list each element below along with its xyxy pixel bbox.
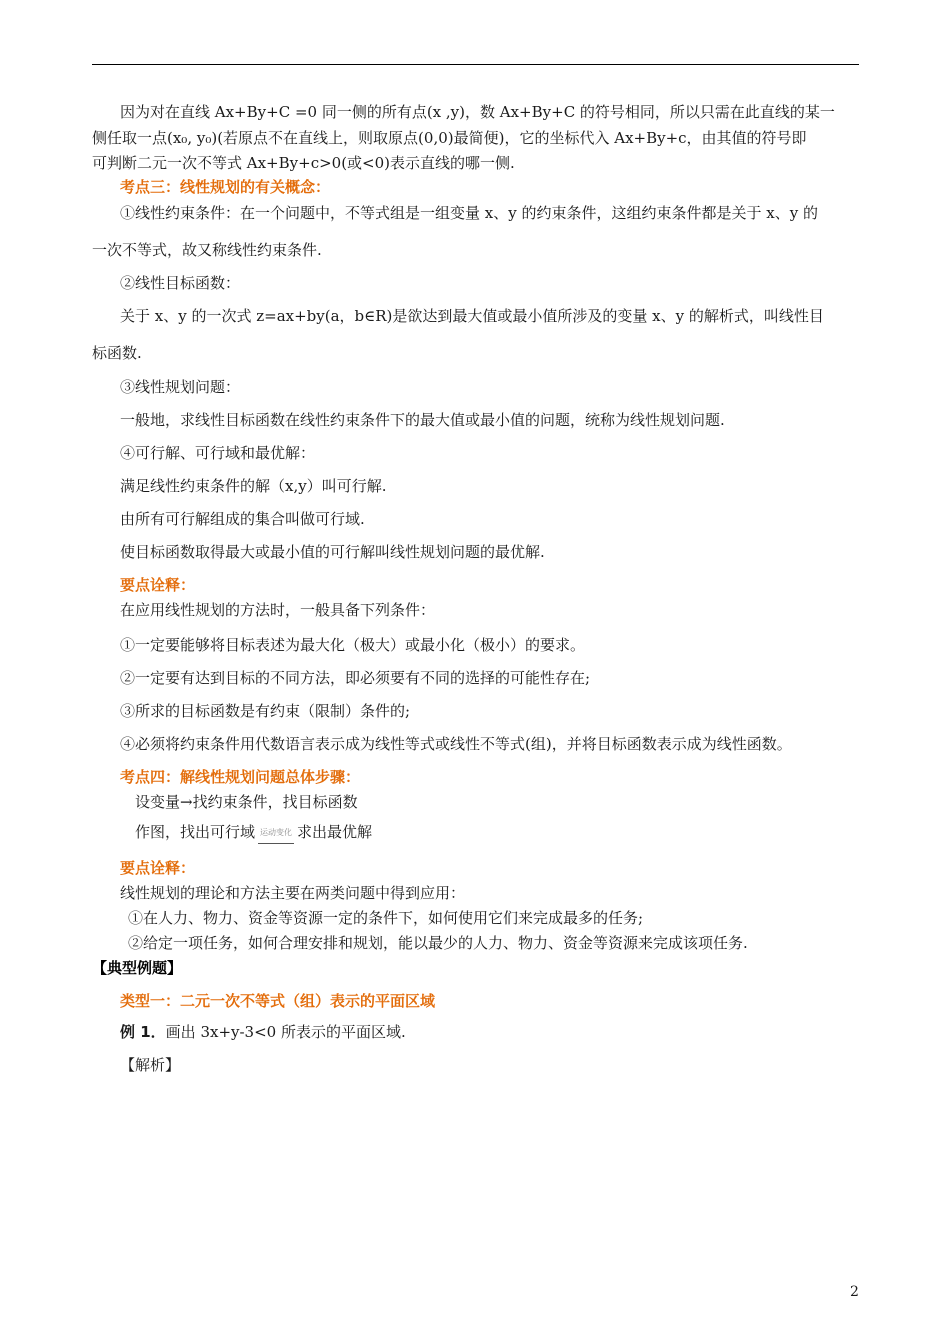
kp4-step2-b: 求出最优解	[297, 823, 373, 841]
examples-heading: 【典型例题】	[92, 959, 183, 977]
kp3-item4-line2: 由所有可行解组成的集合叫做可行域.	[120, 510, 365, 528]
para1-line1: 因为对在直线 Ax+By+C =0 同一侧的所有点(x ,y)，数 Ax+By+C 的符号相同，所以只需在此直线的某一	[120, 103, 835, 121]
note2-intro: 线性规划的理论和方法主要在两类问题中得到应用：	[120, 884, 466, 902]
kp3-item3-title: ③线性规划问题：	[120, 378, 241, 396]
kp3-item1-line2: 一次不等式，故又称线性约束条件.	[92, 241, 322, 259]
kp4-heading: 考点四：解线性规划问题总体步骤：	[120, 768, 361, 786]
type1-heading: 类型一：二元一次不等式（组）表示的平面区域	[120, 992, 436, 1010]
note1-c3: ③所求的目标函数是有约束（限制）条件的;	[120, 702, 411, 720]
example1-label: 例 1．	[120, 1023, 166, 1041]
kp4-step1: 设变量→找约束条件，找目标函数	[135, 793, 358, 811]
note1-c4: ④必须将约束条件用代数语言表示成为线性等式或线性不等式(组)，并将目标函数表示成为线性函数。	[120, 735, 792, 753]
note1-c2: ②一定要有达到目标的不同方法，即必须要有不同的选择的可能性存在;	[120, 669, 591, 687]
example1-text: 画出 3x+y-3<0 所表示的平面区域.	[165, 1023, 406, 1041]
kp3-item1-line1: ①线性约束条件：在一个问题中，不等式组是一组变量 x、y 的约束条件，这组约束条件都是关于 x、y 的	[120, 204, 818, 222]
note1-heading: 要点诠释：	[120, 576, 196, 594]
analysis-label: 【解析】	[120, 1056, 181, 1074]
kp3-item4-line3: 使目标函数取得最大或最小值的可行解叫线性规划问题的最优解.	[120, 543, 545, 561]
kp3-item4-line1: 满足线性约束条件的解（x,y）叫可行解.	[120, 477, 387, 495]
kp3-heading: 考点三：线性规划的有关概念：	[120, 178, 331, 196]
header-rule	[92, 64, 859, 65]
kp4-step2	[135, 822, 372, 844]
note1-intro: 在应用线性规划的方法时，一般具备下列条件：	[120, 601, 436, 619]
note2-a1: ①在人力、物力、资金等资源一定的条件下，如何使用它们来完成最多的任务;	[128, 909, 644, 927]
note1-c1: ①一定要能够将目标表述为最大化（极大）或最小化（极小）的要求。	[120, 636, 586, 654]
para1-line2: 侧任取一点(x₀, y₀)(若原点不在直线上，则取原点(0,0)最简便)，它的坐标代入 Ax+By+c，由其值的符号即	[92, 129, 807, 147]
example1	[120, 1022, 406, 1042]
kp3-item4-title: ④可行解、可行域和最优解：	[120, 444, 316, 462]
kp4-step2-a: 作图，找出可行域	[135, 823, 256, 841]
kp4-step2-tag: 运动变化	[258, 823, 294, 844]
kp3-item2-title: ②线性目标函数：	[120, 274, 241, 292]
page-number: 2	[850, 1284, 859, 1300]
kp3-item3-line1: 一般地，求线性目标函数在线性约束条件下的最大值或最小值的问题，统称为线性规划问题.	[120, 411, 725, 429]
kp3-item2-line1: 关于 x、y 的一次式 z=ax+by(a，b∈R)是欲达到最大值或最小值所涉及的变量 x、y 的解析式，叫线性目	[120, 307, 824, 325]
note2-a2: ②给定一项任务，如何合理安排和规划，能以最少的人力、物力、资金等资源来完成该项任务.	[128, 934, 748, 952]
kp3-item2-line2: 标函数.	[92, 344, 142, 362]
para1-line3: 可判断二元一次不等式 Ax+By+c>0(或<0)表示直线的哪一侧.	[92, 154, 515, 172]
note2-heading: 要点诠释：	[120, 859, 196, 877]
